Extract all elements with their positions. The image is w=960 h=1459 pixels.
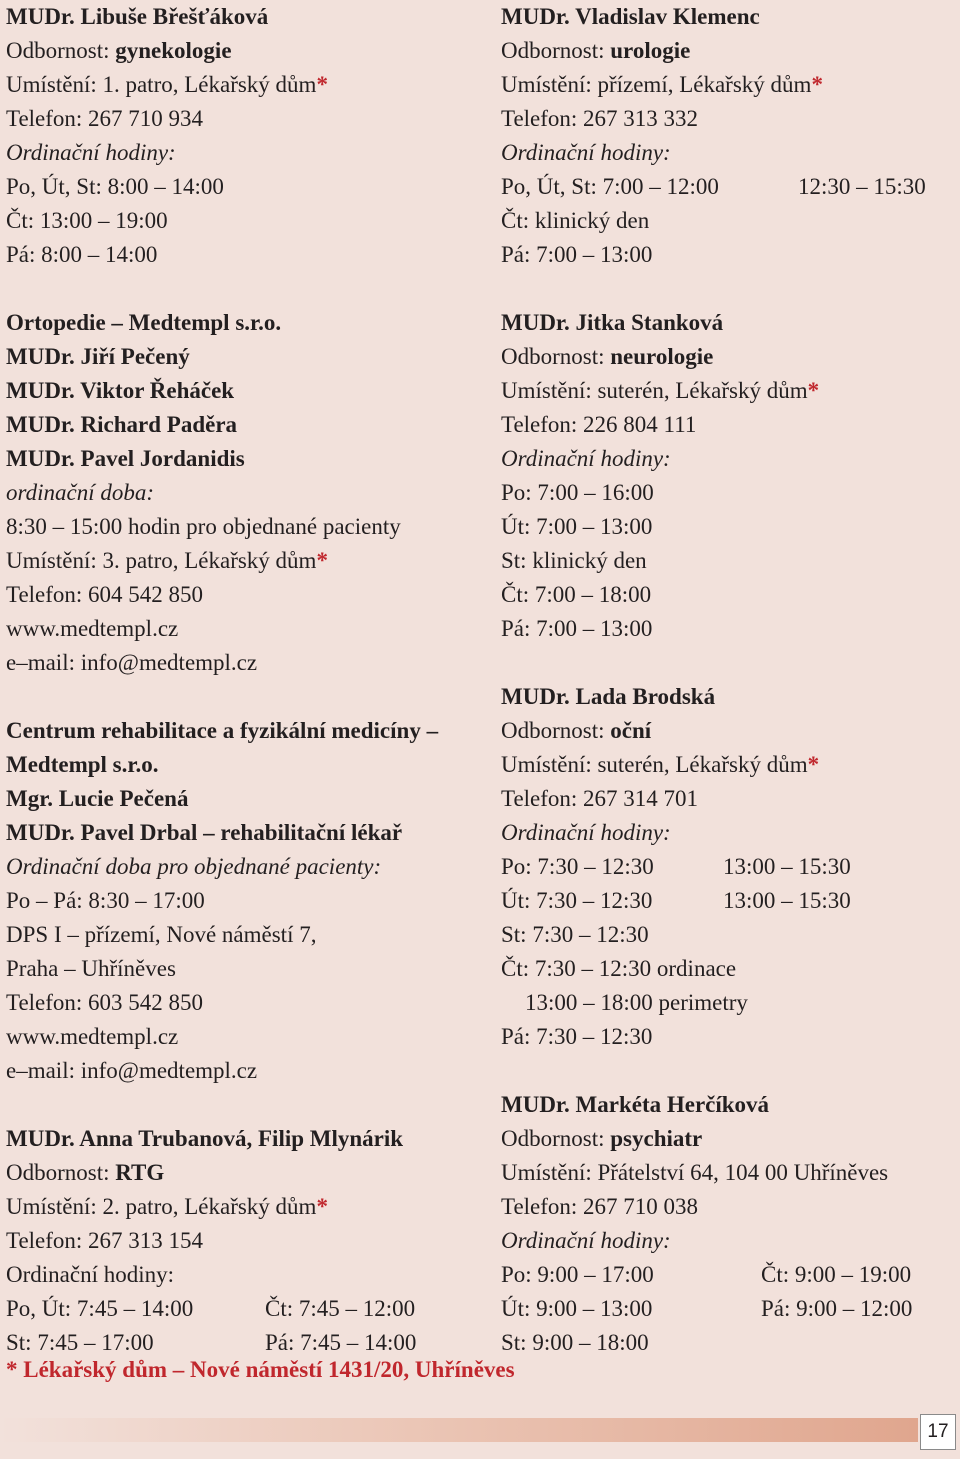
hours-line: Čt: 7:00 – 18:00 <box>501 582 652 607</box>
spacer <box>6 1088 486 1122</box>
location-line <box>6 544 486 578</box>
hours-row <box>501 1292 956 1326</box>
hours-cell: 13:00 – 15:30 <box>723 854 851 879</box>
hours-line: Pá: 7:00 – 13:00 <box>501 242 653 267</box>
location-text: Umístění: přízemí, Lékařský dům <box>501 72 812 97</box>
web-link[interactable]: www.medtempl.cz <box>6 616 179 641</box>
hours-cell: 12:30 – 15:30 <box>798 174 926 199</box>
location-text: Umístění: 1. patro, Lékařský dům <box>6 72 317 97</box>
phone-line: Telefon: 267 710 038 <box>501 1194 699 1219</box>
hours-line: Po – Pá: 8:30 – 17:00 <box>6 888 205 913</box>
phone-line: Telefon: 267 313 154 <box>6 1228 204 1253</box>
location-line <box>501 748 956 782</box>
hours-line: Po: 7:00 – 16:00 <box>501 480 654 505</box>
hours-label: Ordinační hodiny: <box>501 446 671 471</box>
specialty-line <box>501 34 956 68</box>
decorative-gradient-band <box>0 1418 918 1442</box>
hours-cell: 13:00 – 15:30 <box>723 888 851 913</box>
hours-cell: Út: 7:30 – 12:30 <box>501 888 653 913</box>
hours-cell: Po: 7:30 – 12:30 <box>501 854 654 879</box>
specialty-line <box>501 714 956 748</box>
doctor-name: MUDr. Vladislav Klemenc <box>501 4 760 29</box>
specialty-label: Odbornost: <box>501 38 611 63</box>
hours-line: Pá: 8:00 – 14:00 <box>6 242 158 267</box>
doctor-name: MUDr. Pavel Jordanidis <box>6 446 245 471</box>
email-link[interactable]: e–mail: info@medtempl.cz <box>6 650 258 675</box>
hours-cell: Po, Út, St: 7:00 – 12:00 <box>501 174 719 199</box>
location-text: Umístění: suterén, Lékařský dům <box>501 752 808 777</box>
location-line <box>501 374 956 408</box>
doctor-name: MUDr. Lada Brodská <box>501 684 716 709</box>
hours-line: Pá: 7:00 – 13:00 <box>501 616 653 641</box>
right-column <box>501 0 956 1360</box>
phone-line: Telefon: 603 542 850 <box>6 990 204 1015</box>
doctor-name: MUDr. Richard Paděra <box>6 412 238 437</box>
location-line <box>6 1190 486 1224</box>
doctor-name: MUDr. Markéta Herčíková <box>501 1092 770 1117</box>
specialty-value: urologie <box>610 38 691 63</box>
hours-line: Po, Út, St: 8:00 – 14:00 <box>6 174 224 199</box>
specialty-value: gynekologie <box>115 38 232 63</box>
clinic-title: Ortopedie – Medtempl s.r.o. <box>6 310 282 335</box>
clinic-title: Medtempl s.r.o. <box>6 752 159 777</box>
hours-cell: Pá: 7:45 – 14:00 <box>265 1330 417 1355</box>
phone-line: Telefon: 604 542 850 <box>6 582 204 607</box>
specialty-label: Odbornost: <box>501 344 611 369</box>
hours-line: Út: 7:00 – 13:00 <box>501 514 653 539</box>
specialty-value: psychiatr <box>610 1126 703 1151</box>
asterisk-marker: * <box>316 72 328 97</box>
doctor-name: MUDr. Libuše Břešťáková <box>6 4 269 29</box>
phone-line: Telefon: 267 314 701 <box>501 786 699 811</box>
hours-row <box>501 850 956 884</box>
hours-cell: Út: 9:00 – 13:00 <box>501 1296 653 1321</box>
specialty-line <box>6 34 486 68</box>
hours-line: 8:30 – 15:00 hodin pro objednané pacienty <box>6 514 401 539</box>
staff-name: Mgr. Lucie Pečená <box>6 786 189 811</box>
doctor-name: MUDr. Jitka Stanková <box>501 310 724 335</box>
hours-label: Ordinační doba pro objednané pacienty: <box>6 854 382 879</box>
location-line: Umístění: Přátelství 64, 104 00 Uhříněves <box>501 1160 889 1185</box>
hours-row <box>6 1292 486 1326</box>
web-link[interactable]: www.medtempl.cz <box>6 1024 179 1049</box>
specialty-label: Odbornost: <box>6 1160 116 1185</box>
address-line: Praha – Uhříněves <box>6 956 176 981</box>
phone-line: Telefon: 226 804 111 <box>501 412 697 437</box>
spacer <box>501 1054 956 1088</box>
specialty-line <box>6 1156 486 1190</box>
page-number: 17 <box>920 1414 956 1450</box>
phone-line: Telefon: 267 313 332 <box>501 106 699 131</box>
spacer <box>6 680 486 714</box>
hours-cell: Po: 9:00 – 17:00 <box>501 1262 654 1287</box>
specialty-value: neurologie <box>610 344 714 369</box>
hours-cell: Po, Út: 7:45 – 14:00 <box>6 1296 194 1321</box>
asterisk-marker: * <box>811 72 823 97</box>
footer-note: * Lékařský dům – Nové náměstí 1431/20, Uhříněves <box>6 1357 515 1382</box>
hours-cell: Čt: 7:45 – 12:00 <box>265 1296 416 1321</box>
specialty-value: oční <box>610 718 652 743</box>
specialty-label: Odbornost: <box>501 718 611 743</box>
doctor-name: MUDr. Anna Trubanová, Filip Mlynárik <box>6 1126 404 1151</box>
hours-label: ordinační doba: <box>6 480 154 505</box>
hours-line: 13:00 – 18:00 perimetry <box>525 990 748 1015</box>
hours-line: St: 7:30 – 12:30 <box>501 922 649 947</box>
hours-cell: Čt: 9:00 – 19:00 <box>761 1262 912 1287</box>
hours-label: Ordinační hodiny: <box>501 1228 671 1253</box>
doctor-name: MUDr. Viktor Řeháček <box>6 378 235 403</box>
asterisk-marker: * <box>807 752 820 777</box>
hours-line: Čt: 13:00 – 19:00 <box>6 208 168 233</box>
hours-label: Ordinační hodiny: <box>6 140 176 165</box>
location-text: Umístění: suterén, Lékařský dům <box>501 378 808 403</box>
asterisk-marker: * <box>316 1194 328 1219</box>
staff-name: MUDr. Pavel Drbal – rehabilitační lékař <box>6 820 403 845</box>
location-text: Umístění: 3. patro, Lékařský dům <box>6 548 317 573</box>
hours-line: Čt: 7:30 – 12:30 ordinace <box>501 956 737 981</box>
specialty-line <box>501 1122 956 1156</box>
hours-label: Ordinační hodiny: <box>6 1262 174 1287</box>
hours-line: Čt: klinický den <box>501 208 650 233</box>
specialty-line <box>501 340 956 374</box>
hours-line: St: klinický den <box>501 548 647 573</box>
hours-line: Pá: 7:30 – 12:30 <box>501 1024 653 1049</box>
hours-line: St: 9:00 – 18:00 <box>501 1330 649 1355</box>
specialty-label: Odbornost: <box>6 38 116 63</box>
spacer <box>501 646 956 680</box>
hours-label: Ordinační hodiny: <box>501 820 671 845</box>
specialty-label: Odbornost: <box>501 1126 611 1151</box>
hours-row <box>501 1258 956 1292</box>
spacer <box>6 272 486 306</box>
location-line <box>501 68 956 102</box>
address-line: DPS I – přízemí, Nové náměstí 7, <box>6 922 317 947</box>
location-text: Umístění: 2. patro, Lékařský dům <box>6 1194 317 1219</box>
spacer <box>501 272 956 306</box>
location-line <box>6 68 486 102</box>
phone-line: Telefon: 267 710 934 <box>6 106 204 131</box>
hours-label: Ordinační hodiny: <box>501 140 671 165</box>
email-link[interactable]: e–mail: info@medtempl.cz <box>6 1058 258 1083</box>
hours-row <box>501 884 956 918</box>
asterisk-marker: * <box>316 548 328 573</box>
specialty-value: RTG <box>115 1160 165 1185</box>
clinic-title: Centrum rehabilitace a fyzikální medicíny – <box>6 718 439 743</box>
left-column <box>6 0 486 1360</box>
hours-row <box>501 170 956 204</box>
hours-cell: St: 7:45 – 17:00 <box>6 1330 154 1355</box>
asterisk-marker: * <box>807 378 820 403</box>
hours-cell: Pá: 9:00 – 12:00 <box>761 1296 913 1321</box>
doctor-name: MUDr. Jiří Pečený <box>6 344 190 369</box>
